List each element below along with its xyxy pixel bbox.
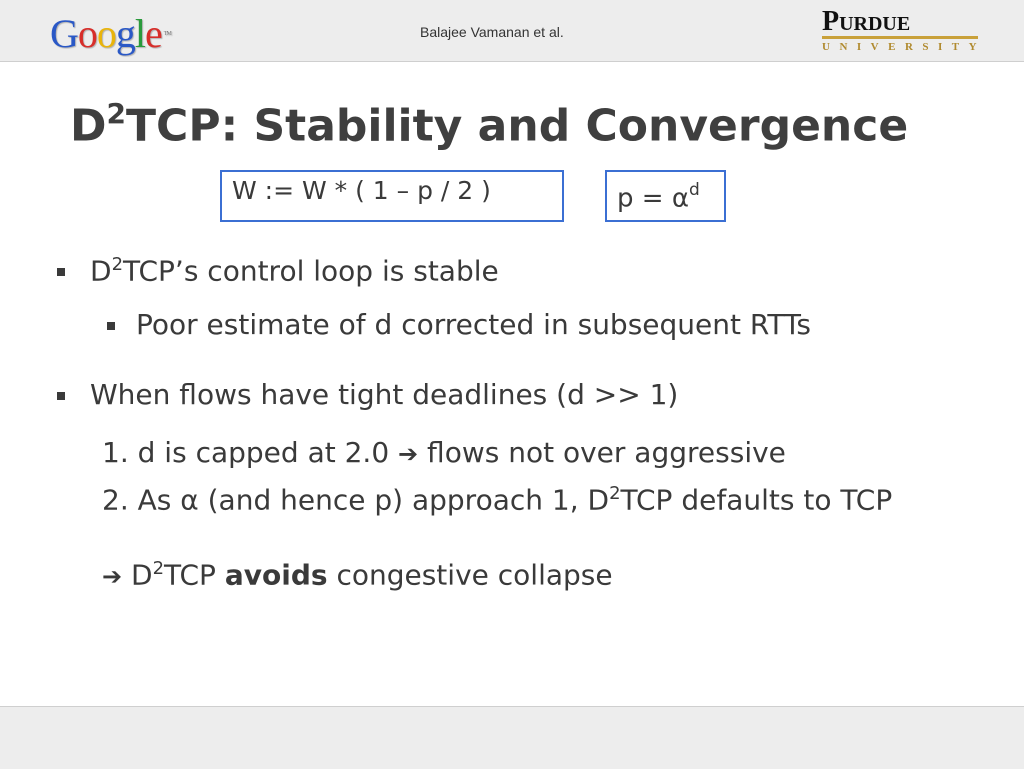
bullet-superscript: 2 [111, 254, 124, 275]
item-text: TCP defaults to TCP [620, 483, 893, 517]
logo-letter: g [115, 11, 135, 56]
bullet-text: TCP’s control loop is stable [123, 254, 499, 288]
purdue-logo-subtitle: UNIVERSITY [822, 41, 987, 53]
item-superscript: 2 [609, 483, 621, 504]
bullet-square-icon [57, 392, 65, 400]
logo-trademark: TM [163, 31, 171, 37]
purdue-logo-name: Purdue [822, 8, 978, 39]
item-text: As α (and hence p) approach 1, D [137, 483, 610, 517]
slide-footer [0, 706, 1024, 769]
arrow-right-icon: ➔ [398, 440, 419, 468]
conclusion-superscript: 2 [152, 558, 165, 579]
title-text: D [70, 100, 107, 152]
arrow-right-icon: ➔ [102, 562, 123, 591]
item-number: 1. [102, 436, 129, 469]
bullet-text: D [90, 254, 112, 288]
logo-letter: o [77, 11, 97, 56]
logo-letter: l [134, 11, 146, 56]
title-text: TCP: Stability and Convergence [126, 100, 909, 152]
slide-title [70, 86, 908, 157]
item-text: flows not over aggressive [418, 436, 786, 469]
title-superscript: 2 [106, 97, 127, 130]
sub-bullet-item: Poor estimate of d corrected in subsequent RTTs [136, 308, 811, 341]
conclusion-emphasis: avoids [224, 558, 328, 592]
item-number: 2. [102, 483, 129, 517]
bullet-square-icon [107, 322, 115, 330]
numbered-item [102, 436, 786, 469]
conclusion-text: congestive collapse [327, 558, 613, 592]
penalty-formula-exponent: d [688, 180, 700, 200]
penalty-formula-base: p = α [617, 183, 689, 214]
author-label: Balajee Vamanan et al. [420, 24, 564, 40]
conclusion-line [102, 558, 613, 591]
numbered-item [102, 483, 892, 516]
logo-letter: o [96, 11, 116, 56]
purdue-logo [822, 6, 987, 53]
logo-letter: G [50, 11, 78, 56]
item-text: d is capped at 2.0 [137, 436, 399, 469]
bullet-item: When flows have tight deadlines (d >> 1) [90, 378, 679, 411]
bullet-item [90, 254, 499, 287]
logo-letter: e [145, 11, 162, 56]
window-update-formula: W := W * ( 1 – p / 2 ) [220, 170, 564, 222]
conclusion-text: D [122, 558, 153, 592]
google-logo [50, 10, 171, 58]
conclusion-text: TCP [164, 558, 225, 592]
penalty-formula [605, 170, 726, 222]
slide-header [0, 0, 1024, 62]
bullet-square-icon [57, 268, 65, 276]
